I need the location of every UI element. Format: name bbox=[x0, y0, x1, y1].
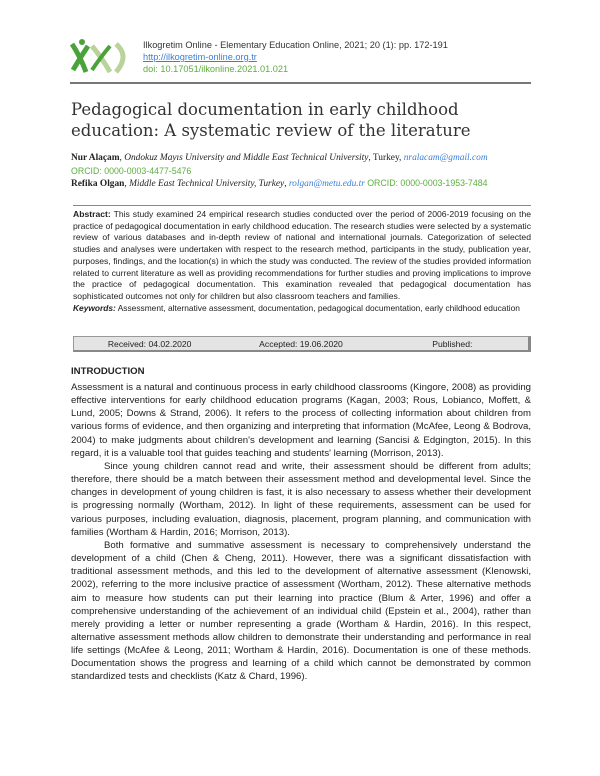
author-orcid[interactable]: ORCID: 0000-0003-1953-7484 bbox=[367, 178, 488, 188]
article-title: Pedagogical documentation in early childhood education: A systematic review of the literature bbox=[71, 100, 471, 140]
abstract-text: This study examined 24 empirical research studies conducted over the period of 2006-2019 focusing on the practice of pedagogical documentation in early childhood education. The research studies were selected by a systematic review of various databases and in-depth review of national and international journals. Categorization of selected studies and analyses were undertaken with respect to the research method, participants in the study, publication year, purposes, findings, and the location(s) in which the study was conducted. The review of the studies provided information related to current literature as well as providing recommendations for further studies and proving implications to improve the practice of pedagogical documentation. This examination revealed that pedagogical documentation has sophisticated outcomes not only for children but also classroom teachers and families. bbox=[73, 209, 532, 301]
section-heading: INTRODUCTION bbox=[71, 366, 145, 377]
dates-bar bbox=[73, 336, 531, 352]
paragraph: Since young children cannot read and write, their assessment should be different from adults; therefore, there should be a match between their assessment method and developmental level. Since the changes in development of young children is fast, it is also necessary to assess whether their development is progressing normally (Wortham, 2012). In light of these requirements, assessment can be used for various purposes, including evaluation, diagnosis, placement, program planning, and communication with families (Wortham & Hardin, 2016; Morrison, 2013). bbox=[71, 460, 531, 538]
paragraph: Assessment is a natural and continuous process in early childhood classrooms (Kingore, 2008) as providing effective interventions for early childhood education programs (Kagan, 2003; Rous, Lobianco, Moffett, & Lund, 2005; Downs & Strand, 2006). It refers to the process of collecting information about children from various forms of evidence, and then organizing and interpreting that information (McAfee, Leong & Bodrova, 2004) to make judgments about children's development and learning (Sancisi & Edgington, 2015). In this regard, it is a valuable tool that guides teaching and students' learning (Morrison, 2013). bbox=[71, 382, 531, 459]
journal-header bbox=[143, 39, 448, 75]
paragraph: Both formative and summative assessment is necessary to comprehensively understand the development of a child (Chen & Cheng, 2011). However, there was a significant dissatisfaction with traditional assessment methods, and this led to the development of alternative assessment (Klenowski, 2002), referring to the more inclusive practice of assessment (Wortham, 2012). These alternative methods aim to measure how students can put their learning into practice (Blum & Arter, 1996) and offer a comprehensive understanding of the achievement of an individual child (Epstein et al., 2004), rather than merely providing a letter or number representing a grade (Wortham & Hardin, 2016). In this respect, alternative assessment methods allow children to demonstrate their understanding and performance in real life settings (McAfee & Leong, 2011; Wortham & Hardin, 2016). Documentation is one of these methods. Documentation shows the progress and learning of a child which cannot be demonstrated by common standardized tests and checklists (Katz & Chard, 1996). bbox=[71, 539, 531, 683]
body-text bbox=[71, 381, 531, 684]
author-affiliation: Middle East Technical University, Turkey bbox=[129, 179, 285, 189]
journal-url-link[interactable]: http://ilkogretim-online.org.tr bbox=[143, 52, 257, 62]
journal-citation: Ilkogretim Online - Elementary Education Online, 2021; 20 (1): pp. 172-191 bbox=[143, 40, 448, 50]
author-country: Turkey bbox=[372, 153, 400, 163]
doi-link[interactable]: doi: 10.17051/ilkonline.2021.01.021 bbox=[143, 64, 289, 74]
author-list bbox=[71, 152, 541, 191]
accepted-date: Accepted: 19.06.2020 bbox=[259, 338, 343, 349]
abstract-label: Abstract: bbox=[73, 209, 111, 219]
author-name: Refika Olgan bbox=[71, 179, 125, 189]
author-email-link[interactable]: rolgan@metu.edu.tr bbox=[288, 179, 365, 189]
journal-logo bbox=[70, 38, 130, 74]
author-email-link[interactable]: nralacam@gmail.com bbox=[403, 153, 488, 163]
abstract-box bbox=[73, 205, 531, 314]
header-divider bbox=[70, 82, 531, 84]
author-name: Nur Alaçam bbox=[71, 153, 120, 163]
published-date: Published: bbox=[432, 338, 473, 349]
author-orcid[interactable]: ORCID: 0000-0003-4477-5476 bbox=[71, 165, 192, 176]
author-affiliation: Ondokuz Mayıs University and Middle East Technical University bbox=[124, 153, 369, 163]
author-1: Nur Alaçam, Ondokuz Mayıs University and Middle East Technical University, Turkey, nralacam@gmail.com bbox=[71, 153, 488, 163]
keywords-text: Assessment, alternative assessment, documentation, pedagogical documentation, early childhood education bbox=[117, 302, 520, 313]
keywords-label: Keywords: bbox=[73, 302, 116, 313]
received-date: Received: 04.02.2020 bbox=[107, 338, 192, 349]
author-2: Refika Olgan, Middle East Technical University, Turkey, rolgan@metu.edu.tr ORCID: 0000-0003-1953-7484 bbox=[71, 178, 488, 189]
